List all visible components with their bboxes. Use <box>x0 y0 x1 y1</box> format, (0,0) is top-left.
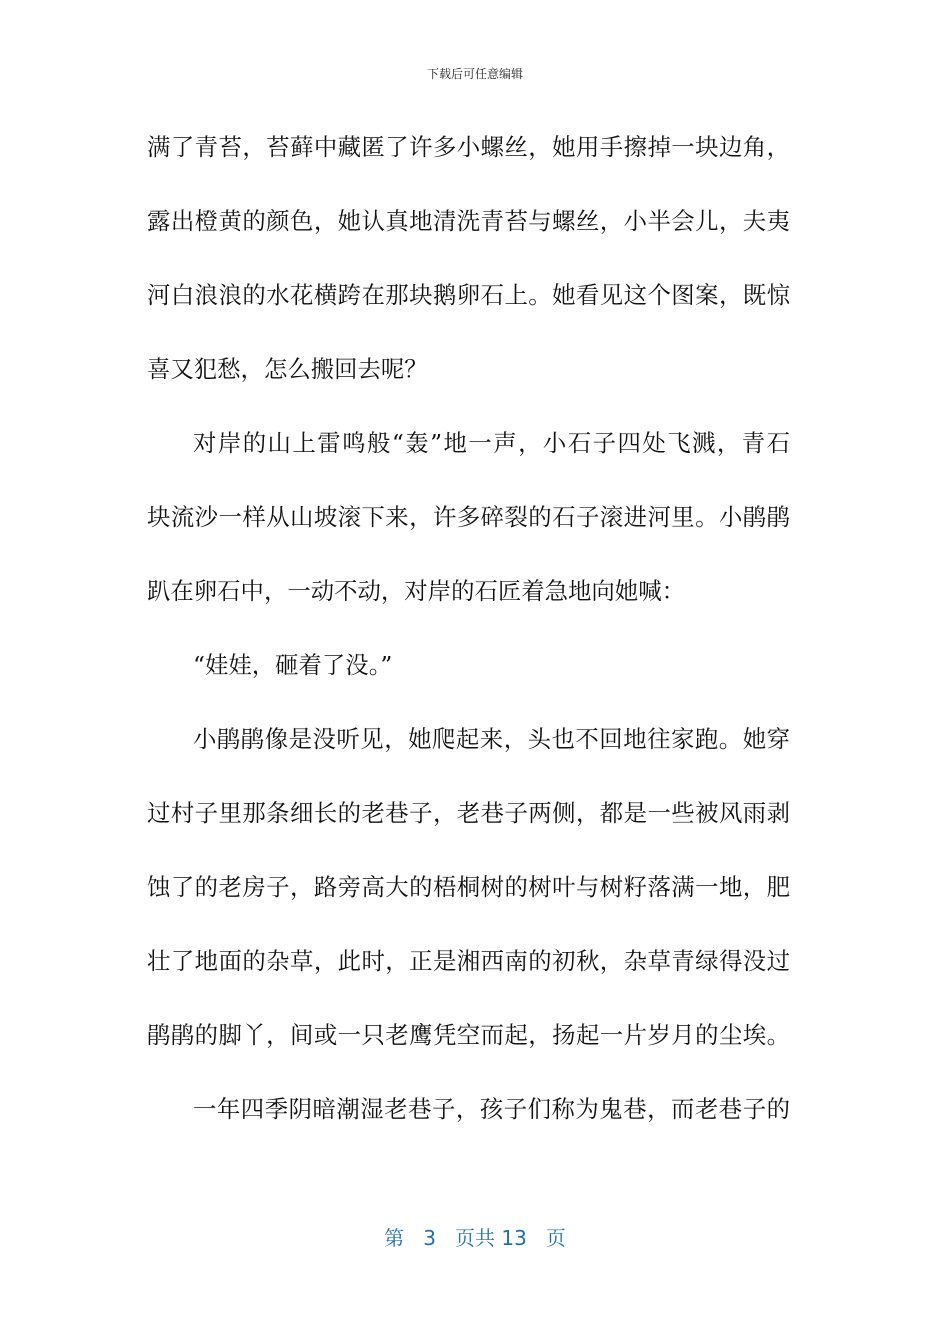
page-footer <box>0 1224 950 1252</box>
text-line: “娃娃，砸着了没。” <box>193 651 393 679</box>
footer-current-page: 3 <box>423 1226 436 1250</box>
text-line: 鹃鹃的脚丫，间或一只老鹰凭空而起，扬起一片岁月的尘埃。 <box>147 1021 790 1049</box>
text-line: 小鹃鹃像是没听见，她爬起来，头也不回地往家跑。她穿 <box>193 725 790 753</box>
text-line: 过村子里那条细长的老巷子，老巷子两侧，都是一些被风雨剥 <box>147 799 790 827</box>
page-header: 下载后可任意编辑 <box>426 67 523 81</box>
text-line: 喜又犯愁，怎么搬回去呢？ <box>147 355 428 383</box>
text-line: 满了青苔，苔藓中藏匿了许多小螺丝，她用手擦掉一块边角， <box>147 133 790 161</box>
document-body <box>147 124 790 1160</box>
text-line: 对岸的山上雷鸣般“轰”地一声，小石子四处飞溅，青石 <box>193 429 790 457</box>
text-line: 壮了地面的杂草，此时，正是湘西南的初秋，杂草青绿得没过 <box>147 947 790 975</box>
text-line: 露出橙黄的颜色，她认真地清洗青苔与螺丝，小半会儿，夫夷 <box>147 207 790 235</box>
text-line: 河白浪浪的水花横跨在那块鹅卵石上。她看见这个图案，既惊 <box>147 281 790 309</box>
text-line: 一年四季阴暗潮湿老巷子，孩子们称为鬼巷，而老巷子的 <box>193 1095 790 1123</box>
footer-label-end: 页 <box>545 1226 566 1250</box>
text-line: 蚀了的老房子，路旁高大的梧桐树的树叶与树籽落满一地，肥 <box>147 873 790 901</box>
text-line: 趴在卵石中，一动不动，对岸的石匠着急地向她喊： <box>147 577 685 605</box>
footer-label-of: 页共 <box>455 1226 495 1250</box>
text-line: 块流沙一样从山坡滚下来，许多碎裂的石子滚进河里。小鹃鹃 <box>147 503 790 531</box>
footer-label-page: 第 <box>384 1226 405 1250</box>
footer-total-pages: 13 <box>501 1226 527 1250</box>
